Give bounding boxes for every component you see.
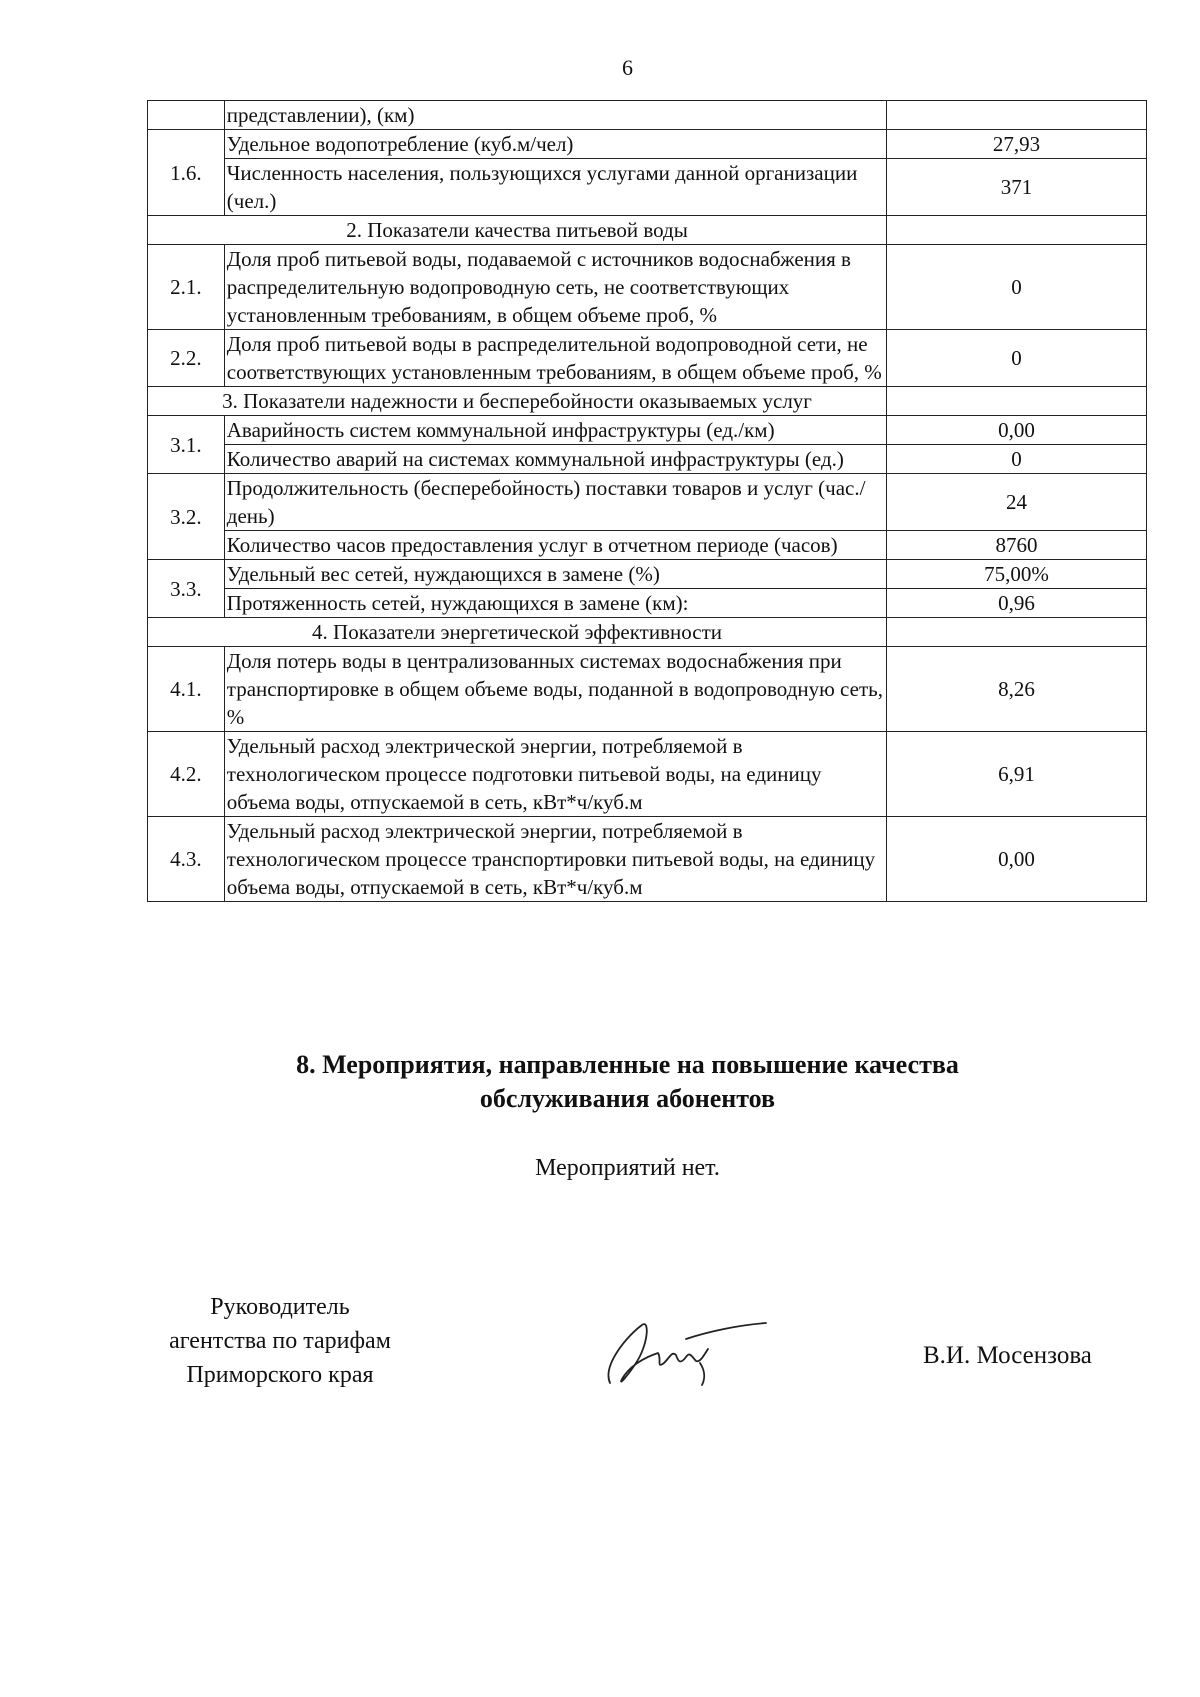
- row-value: 6,91: [887, 732, 1147, 817]
- row-text: Доля проб питьевой воды в распределительной водопроводной сети, не соответствующих установленным требованиям, в общем объеме проб, %: [224, 330, 886, 387]
- row-text: Количество часов предоставления услуг в отчетном периоде (часов): [224, 531, 886, 560]
- table-row: [148, 245, 1147, 330]
- table-row: [148, 130, 1147, 159]
- row-value: 371: [887, 159, 1147, 216]
- row-text: Численность населения, пользующихся услугами данной организации (чел.): [224, 159, 886, 216]
- signer-name: В.И. Мосензова: [923, 1342, 1092, 1369]
- row-value: 8760: [887, 531, 1147, 560]
- row-value: 0,96: [887, 589, 1147, 618]
- row-text: Протяженность сетей, нуждающихся в замене (км):: [224, 589, 886, 618]
- table-row: [148, 101, 1147, 130]
- signer-position: [145, 1290, 415, 1392]
- section-8-title-line-2: обслуживания абонентов: [479, 1084, 776, 1113]
- row-number: 3.1.: [148, 416, 225, 474]
- row-value: 75,00%: [887, 560, 1147, 589]
- row-value: [887, 101, 1147, 130]
- page-number: 6: [622, 55, 633, 80]
- row-number: 3.3.: [148, 560, 225, 618]
- section-8-title: [0, 1048, 1200, 1116]
- row-value: 27,93: [887, 130, 1147, 159]
- row-text: представлении), (км): [224, 101, 886, 130]
- table-row: [148, 817, 1147, 902]
- section-heading: 2. Показатели качества питьевой воды: [148, 216, 887, 245]
- table-row: [148, 159, 1147, 216]
- section-heading: 3. Показатели надежности и бесперебойности оказываемых услуг: [148, 387, 887, 416]
- section-row: [148, 387, 1147, 416]
- row-number: 3.2.: [148, 474, 225, 560]
- row-text: Удельный расход электрической энергии, потребляемой в технологическом процессе транспортировки питьевой воды, на единицу объема воды, отпускаемой в сеть, кВт*ч/куб.м: [224, 817, 886, 902]
- row-text: Продолжительность (бесперебойность) поставки товаров и услуг (час./день): [224, 474, 886, 531]
- row-value: 0: [887, 245, 1147, 330]
- table-row: [148, 474, 1147, 531]
- row-number: 2.1.: [148, 245, 225, 330]
- signer-position-line-1: Руководитель: [210, 1294, 350, 1320]
- signer-position-line-2: агентства по тарифам: [169, 1328, 391, 1354]
- row-text: Удельный вес сетей, нуждающихся в замене (%): [224, 560, 886, 589]
- row-text: Доля проб питьевой воды, подаваемой с источников водоснабжения в распределительную водопроводную сеть, не соответствующих установленным требованиям, в общем объеме проб, %: [224, 245, 886, 330]
- row-value: 0,00: [887, 416, 1147, 445]
- signer-position-line-3: Приморского края: [186, 1362, 374, 1388]
- table-row: [148, 531, 1147, 560]
- row-value: 0,00: [887, 817, 1147, 902]
- section-row: [148, 618, 1147, 647]
- row-number: 1.6.: [148, 130, 225, 216]
- row-number: 4.2.: [148, 732, 225, 817]
- row-text: Удельное водопотребление (куб.м/чел): [224, 130, 886, 159]
- row-value: 24: [887, 474, 1147, 531]
- section-row: [148, 216, 1147, 245]
- row-number: [148, 101, 225, 130]
- row-value: 8,26: [887, 647, 1147, 732]
- row-text: Аварийность систем коммунальной инфраструктуры (ед./км): [224, 416, 886, 445]
- table-row: [148, 589, 1147, 618]
- row-value: 0: [887, 330, 1147, 387]
- section-heading: 4. Показатели энергетической эффективности: [148, 618, 887, 647]
- table-row: [148, 732, 1147, 817]
- table-row: [148, 560, 1147, 589]
- table-row: [148, 647, 1147, 732]
- indicators-table: [147, 100, 1147, 902]
- row-number: 2.2.: [148, 330, 225, 387]
- row-number: 4.3.: [148, 817, 225, 902]
- row-text: Доля потерь воды в централизованных системах водоснабжения при транспортировке в общем объеме воды, поданной в водопроводную сеть, %: [224, 647, 886, 732]
- handwritten-signature: [600, 1305, 770, 1395]
- row-number: 4.1.: [148, 647, 225, 732]
- table-row: [148, 445, 1147, 474]
- section-8-note: Мероприятий нет.: [535, 1155, 720, 1181]
- table-row: [148, 330, 1147, 387]
- section-8-title-line-1: 8. Мероприятия, направленные на повышение качества: [296, 1050, 959, 1079]
- row-text: Удельный расход электрической энергии, потребляемой в технологическом процессе подготовки питьевой воды, на единицу объема воды, отпускаемой в сеть, кВт*ч/куб.м: [224, 732, 886, 817]
- row-text: Количество аварий на системах коммунальной инфраструктуры (ед.): [224, 445, 886, 474]
- row-value: 0: [887, 445, 1147, 474]
- table-row: [148, 416, 1147, 445]
